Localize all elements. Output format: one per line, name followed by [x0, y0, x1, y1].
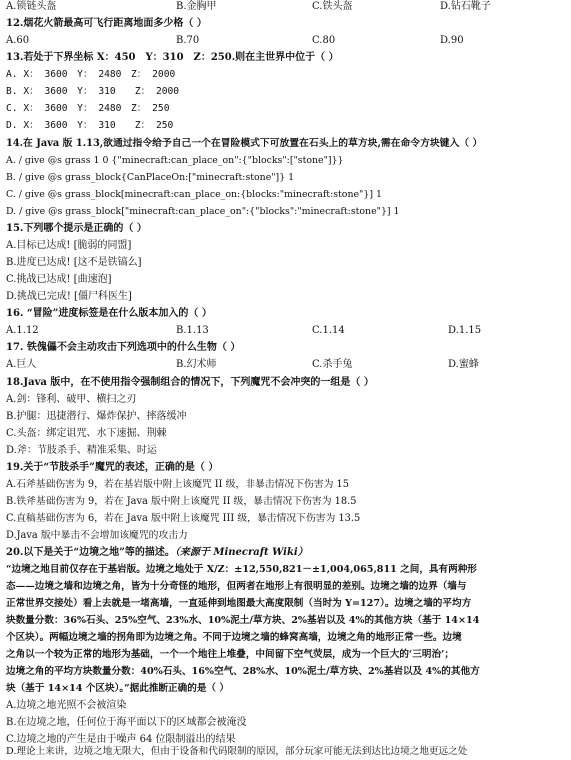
q16-stem: 16. “冒险”进度标签是在什么版本加入的（ ）	[6, 308, 212, 319]
q19-option-a: A.石斧基础伤害为 9，若在基岩版中附上该魔咒 II 级，非暴击情况下伤害为 15	[6, 479, 349, 490]
q20-passage-line-3: 正常世界交接处）看上去就是一堵高墙，一直延伸到地图最大高度限制（当时为 Y=127）。边境之墙的平均方	[6, 598, 472, 609]
q20-option-c: C.边境之地的产生是由于噪声 64 位限制溢出的结果	[6, 734, 236, 745]
q15-option-b: B.进度已达成! [这不是铁镐么]	[6, 257, 142, 268]
q18-stem: 18.Java 版中，在不使用指令强制组合的情况下，下列魔咒不会冲突的一组是（ ）	[6, 377, 374, 388]
q14-option-d: D. / give @s grass_block["minecraft:can_place_on":{"blocks":"minecraft:stone"}] 1	[6, 206, 400, 217]
q11-option-a: A.锁链头盔	[6, 1, 57, 12]
q20-stem	[6, 546, 308, 561]
q20-passage-line-1: “边境之地目前仅存在于基岩版。边境之地处于 X/Z：±12,550,821－±1,004,065,811 之间，具有两种形	[6, 564, 477, 575]
q13-option-c: C. X： 3600 Y： 2480 Z： 250	[6, 103, 170, 114]
q12-option-d: D.90	[440, 35, 464, 46]
q20-passage-line-4: 块数量分数：36%石头、25%空气、23%水、10%泥土/草方块、2%基岩以及 4%的其他方块（基于 14×14	[6, 615, 480, 626]
q16-option-c: C.1.14	[312, 325, 345, 336]
q19-option-c: C.直稿基础伤害为 6，若在 Java 版中附上该魔咒 III 级，暴击情况下伤害为 13.5	[6, 513, 361, 524]
q20-passage-line-7: 边境之角的平均方块数量分数：40%石头、16%空气、28%水、10%泥土/草方块、2%基岩以及 4%的其他方	[6, 666, 480, 677]
q20-stem-text: 20.以下是关于“边境之地”等的描述。	[6, 547, 175, 558]
q16-option-a: A.1.12	[6, 325, 39, 336]
q18-option-c: C.头盔：绑定诅咒、水下速掘、荆棘	[6, 428, 167, 439]
q14-stem: 14.在 Java 版 1.13,欲通过指令给予自己一个在冒险模式下可放置在石头上的草方块,需在命令方块键入（ ）	[6, 138, 483, 149]
q17-option-a: A.巨人	[6, 359, 37, 370]
q20-option-d: D.理论上来讲，边境之地无限大，但由于设备和代码限制的原因，部分玩家可能无法到达比边境之地更远之处	[6, 746, 468, 757]
q13-option-b: B. X： 3600 Y： 310 Z： 2000	[6, 86, 180, 97]
q14-option-b: B. / give @s grass_block{CanPlaceOn:["minecraft:stone"]} 1	[6, 172, 295, 183]
q19-stem: 19.关于“节肢杀手”魔咒的表述，正确的是（ ）	[6, 462, 219, 473]
q20-passage-line-5: 个区块）。两幅边境之墙的拐角即为边境之角。不同于边境之墙的蜂窝高墙，边境之角的地形正常一些。边境	[6, 632, 462, 643]
q16-option-d: D.1.15	[448, 325, 482, 336]
q15-stem: 15.下列哪个提示是正确的（ ）	[6, 223, 147, 234]
q20-option-b: B.在边境之地，任何位于海平面以下的区域都会被淹没	[6, 717, 247, 728]
q12-option-a: A.60	[6, 35, 30, 46]
q11-option-c: C.铁头盔	[312, 1, 353, 12]
q20-source: （来源于 Minecraft Wiki）	[174, 547, 308, 558]
q20-passage-line-2: 态——边境之墙和边境之角，皆为十分奇怪的地形，但两者在地形上有很明显的差别。边境之墙的边界（墙与	[6, 581, 467, 592]
q15-option-c: C.挑战已达成! [曲速泡]	[6, 274, 112, 285]
q18-option-a: A.剑：锋利、破甲、横扫之刃	[6, 394, 137, 405]
q12-stem: 12.烟花火箭最高可飞行距离地面多少格（ ）	[6, 18, 207, 29]
q13-option-d: D. X： 3600 Y： 310 Z： 250	[6, 120, 174, 131]
q17-option-c: C.杀手兔	[312, 359, 353, 370]
q18-option-b: B.护腿：迅捷潜行、爆炸保护、摔落缓冲	[6, 411, 187, 422]
q17-stem: 17. 铁傀儡不会主动攻击下列选项中的什么生物（ ）	[6, 342, 241, 353]
q20-passage-line-6: 之角以一个较为正常的地形为基础，一个一个地往上堆叠，中间留下空气荧层，成为一个巨大的‘三明治’；	[6, 649, 454, 660]
q18-option-d: D.斧：节肢杀手、精准采集、时运	[6, 445, 157, 456]
q17-option-b: B.幻术师	[176, 359, 217, 370]
q19-option-d: D.Java 版中暴击不会增加该魔咒的攻击力	[6, 530, 188, 541]
q15-option-d: D.挑战已完成! [僵尸科医生]	[6, 291, 132, 302]
q12-option-c: C.80	[312, 35, 336, 46]
q11-option-d: D.钻石靴子	[440, 1, 491, 12]
q13-option-a: A. X： 3600 Y： 2480 Z： 2000	[6, 69, 176, 80]
q16-option-b: B.1.13	[176, 325, 209, 336]
q19-option-b: B.铁斧基础伤害为 9，若在 Java 版中附上该魔咒 II 级，暴击情况下伤害为 18.5	[6, 496, 357, 507]
q12-option-b: B.70	[176, 35, 200, 46]
q17-option-d: D.蜜蜂	[448, 359, 479, 370]
q15-option-a: A.目标已达成! [脆弱的同盟]	[6, 240, 132, 251]
q20-option-a: A.边境之地光照不会被渲染	[6, 700, 127, 711]
q11-option-b: B.金胸甲	[176, 1, 217, 12]
q14-option-c: C. / give @s grass_block[minecraft:can_place_on:{blocks:"minecraft:stone"}] 1	[6, 189, 382, 200]
q20-passage-line-8: 块（基于 14×14 个区块）。”据此推断正确的是（ ）	[6, 683, 229, 694]
q13-stem: 13.若处于下界坐标 X：450 Y：310 Z：250.则在主世界中位于（ ）	[6, 52, 339, 63]
q14-option-a: A. / give @s grass 1 0 {"minecraft:can_place_on":{"blocks":["stone"]}}	[6, 155, 344, 166]
